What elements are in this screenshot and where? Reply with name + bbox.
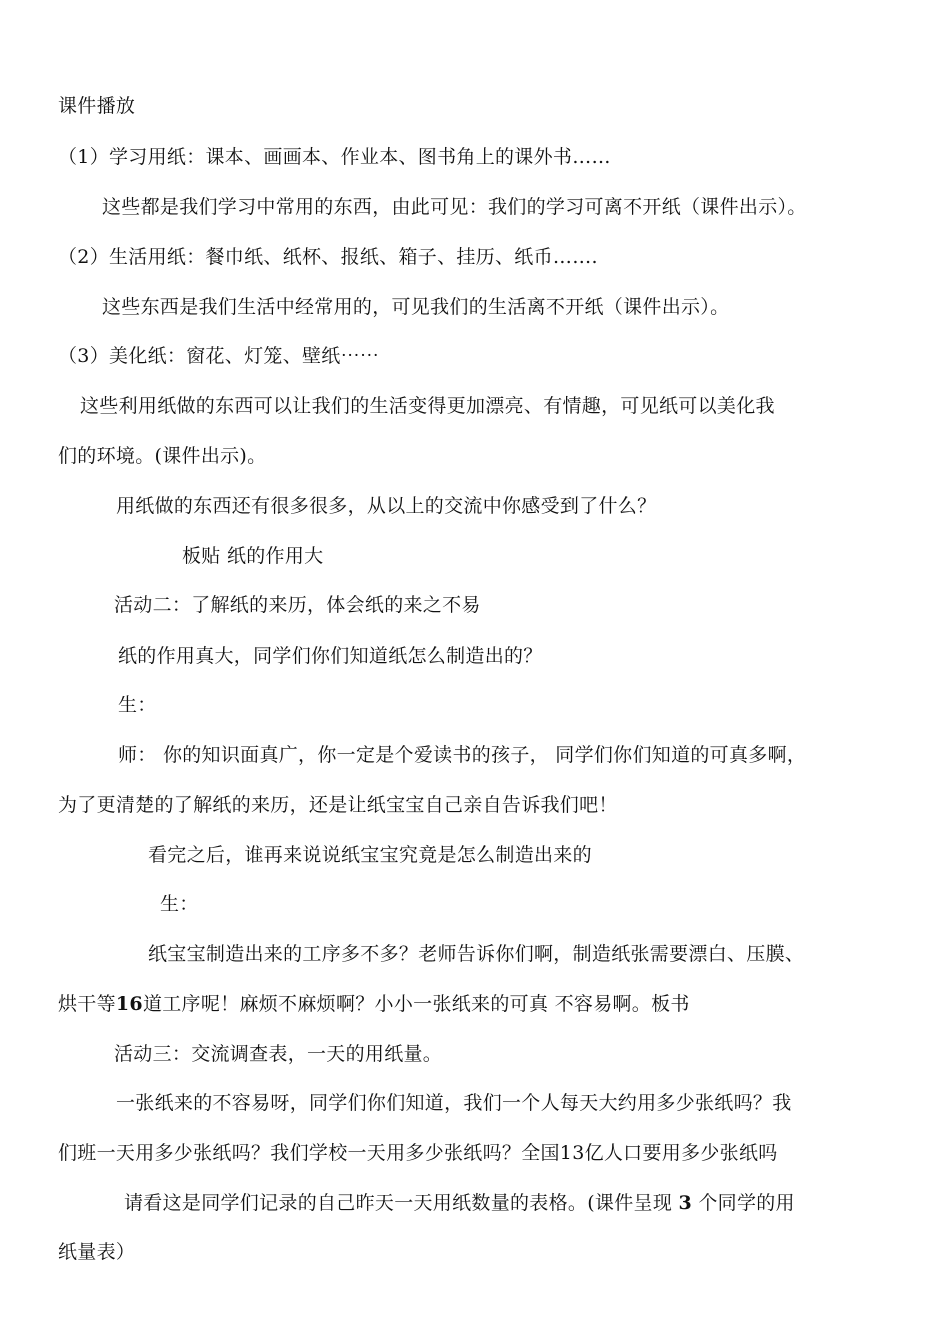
paragraph-line: （1）学习用纸：课本、画画本、作业本、图书角上的课外书…… [58, 146, 611, 168]
paragraph-line: 这些东西是我们生活中经常用的，可见我们的生活离不开纸（课件出示）。 [102, 296, 730, 318]
paragraph-line: 们的环境。(课件出示)。 [58, 445, 267, 467]
paragraph-line: （2）生活用纸：餐巾纸、纸杯、报纸、箱子、挂历、纸币……. [58, 246, 598, 268]
text-run: 道工序呢！麻烦不麻烦啊？小小一张纸来的可真 不容易啊。板书 [142, 993, 690, 1015]
paragraph-line: 为了更清楚的了解纸的来历，还是让纸宝宝自己亲自告诉我们吧！ [58, 794, 618, 816]
teacher-line: 师： 你的知识面真广，你一定是个爱读书的孩子， 同学们你们知道的可真多啊， [118, 744, 807, 766]
board-note: 板贴 纸的作用大 [182, 545, 324, 567]
paragraph-line: 纸宝宝制造出来的工序多不多？老师告诉你们啊，制造纸张需要漂白、压膜、 [148, 943, 805, 965]
student-line: 生： [160, 893, 199, 915]
text-run: 请看这是同学们记录的自己昨天一天用纸数量的表格。(课件呈现 [124, 1192, 679, 1214]
bold-number: 3 [678, 1192, 692, 1214]
paragraph-line [58, 992, 690, 1016]
paragraph-line: 纸的作用真大，同学们你们知道纸怎么制造出的？ [118, 645, 543, 667]
paragraph-line: 这些利用纸做的东西可以让我们的生活变得更加漂亮、有情趣，可见纸可以美化我 [80, 395, 775, 417]
section-heading: 课件播放 [58, 95, 136, 117]
paragraph-line [124, 1191, 795, 1215]
bold-number: 16 [115, 993, 143, 1015]
paragraph-line: 纸量表） [58, 1241, 136, 1263]
student-line: 生： [118, 694, 157, 716]
paragraph-line: （3）美化纸：窗花、灯笼、壁纸⋯⋯ [58, 345, 380, 367]
paragraph-line: 用纸做的东西还有很多很多，从以上的交流中你感受到了什么？ [116, 495, 657, 517]
activity-heading: 活动二：了解纸的来历，体会纸的来之不易 [114, 594, 481, 616]
paragraph-line: 一张纸来的不容易呀，同学们你们知道，我们一个人每天大约用多少张纸吗？我 [116, 1092, 792, 1114]
paragraph-line: 这些都是我们学习中常用的东西，由此可见：我们的学习可离不开纸（课件出示）。 [102, 196, 807, 218]
paragraph-line: 看完之后，谁再来说说纸宝宝究竟是怎么制造出来的 [148, 844, 592, 866]
paragraph-line: 们班一天用多少张纸吗？我们学校一天用多少张纸吗？全国13亿人口要用多少张纸吗 [58, 1142, 778, 1164]
activity-heading: 活动三：交流调查表，一天的用纸量。 [114, 1043, 443, 1065]
text-run: 烘干等 [58, 993, 116, 1015]
text-run: 个同学的用 [692, 1192, 795, 1214]
